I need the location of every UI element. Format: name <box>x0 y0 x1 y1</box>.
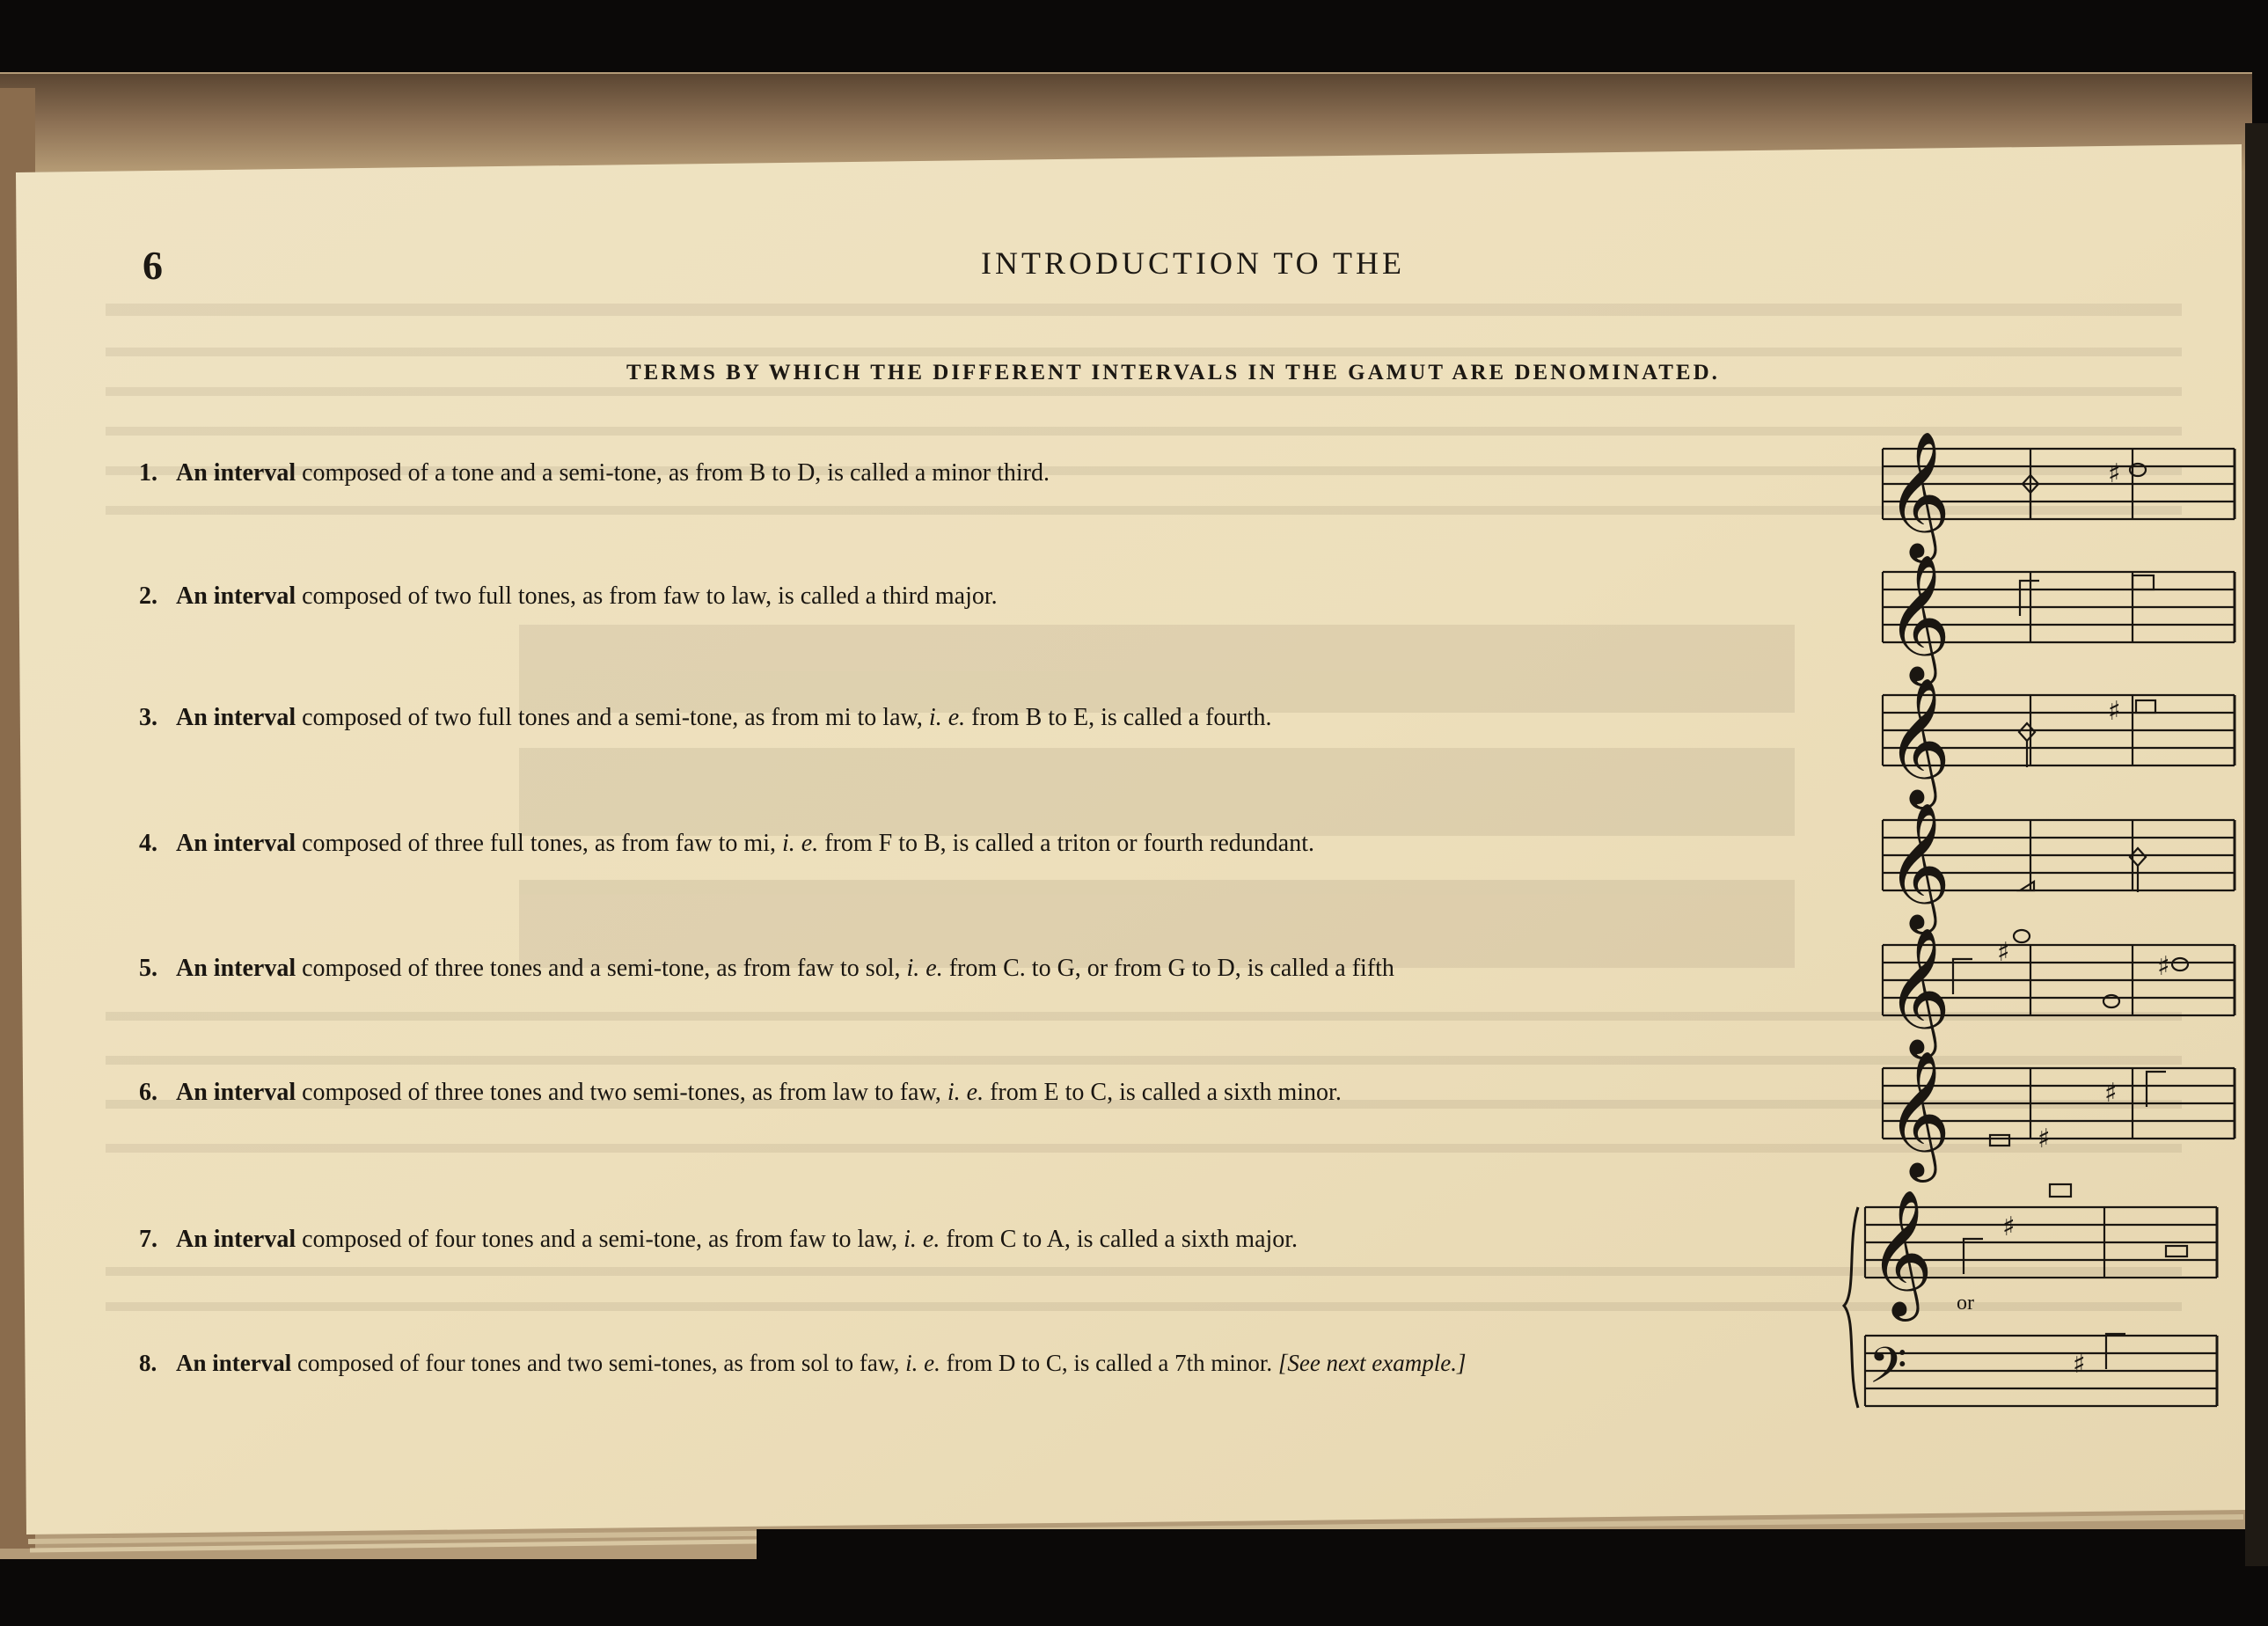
sharp-icon: ♯ <box>2002 1212 2016 1242</box>
bottom-shadow <box>757 1529 2268 1626</box>
sharp-icon: ♯ <box>2104 1078 2118 1109</box>
term-4: 4. An interval composed of three full tones, as from faw to mi, i. e. from F to B, is called a triton or fourth redundant. <box>139 830 1314 857</box>
term-5: 5. An interval composed of three tones and a semi-tone, as from faw to sol, i. e. from C. to G, or from G to D, is called a fifth <box>139 955 1394 982</box>
treble-clef-icon: 𝄞 <box>1886 554 1951 681</box>
treble-clef-icon: 𝄞 <box>1886 431 1951 558</box>
sharp-icon: ♯ <box>1997 937 2010 968</box>
running-head: INTRODUCTION TO THE <box>981 245 1405 281</box>
treble-clef-icon: 𝄞 <box>1886 927 1951 1054</box>
see-next-example-note: [See next example.] <box>1277 1350 1467 1376</box>
section-title: TERMS BY WHICH THE DIFFERENT INTERVALS IN THE GAMUT ARE DENOMINATED. <box>626 361 1720 385</box>
sharp-icon: ♯ <box>2108 458 2121 489</box>
term-8: 8. An interval composed of four tones and two semi-tones, as from sol to faw, i. e. from D to C, is called a 7th minor. [See next example.] <box>139 1350 1467 1376</box>
term-1: 1. An interval composed of a tone and a semi-tone, as from B to D, is called a minor third. <box>139 459 1050 487</box>
bass-clef-icon: 𝄢 <box>1869 1337 1907 1407</box>
sharp-icon: ♯ <box>2038 1124 2051 1154</box>
page-number: 6 <box>143 243 163 288</box>
sharp-icon: ♯ <box>2073 1349 2086 1380</box>
sharp-icon: ♯ <box>2157 951 2170 982</box>
term-3: 3. An interval composed of two full tones and a semi-tone, as from mi to law, i. e. from B to E, is called a fourth. <box>139 704 1272 731</box>
or-label: or <box>1957 1292 1974 1315</box>
treble-clef-icon: 𝄞 <box>1869 1190 1934 1316</box>
term-2: 2. An interval composed of two full tones, as from faw to law, is called a third major. <box>139 582 998 610</box>
sharp-icon: ♯ <box>2108 696 2121 727</box>
treble-clef-icon: 𝄞 <box>1886 802 1951 929</box>
term-7: 7. An interval composed of four tones and a semi-tone, as from faw to law, i. e. from C to A, is called a sixth major. <box>139 1226 1299 1253</box>
treble-clef-icon: 𝄞 <box>1886 678 1951 804</box>
term-6: 6. An interval composed of three tones and two semi-tones, as from law to faw, i. e. from E to C, is called a sixth minor. <box>139 1079 1342 1106</box>
treble-clef-icon: 𝄞 <box>1886 1051 1951 1177</box>
